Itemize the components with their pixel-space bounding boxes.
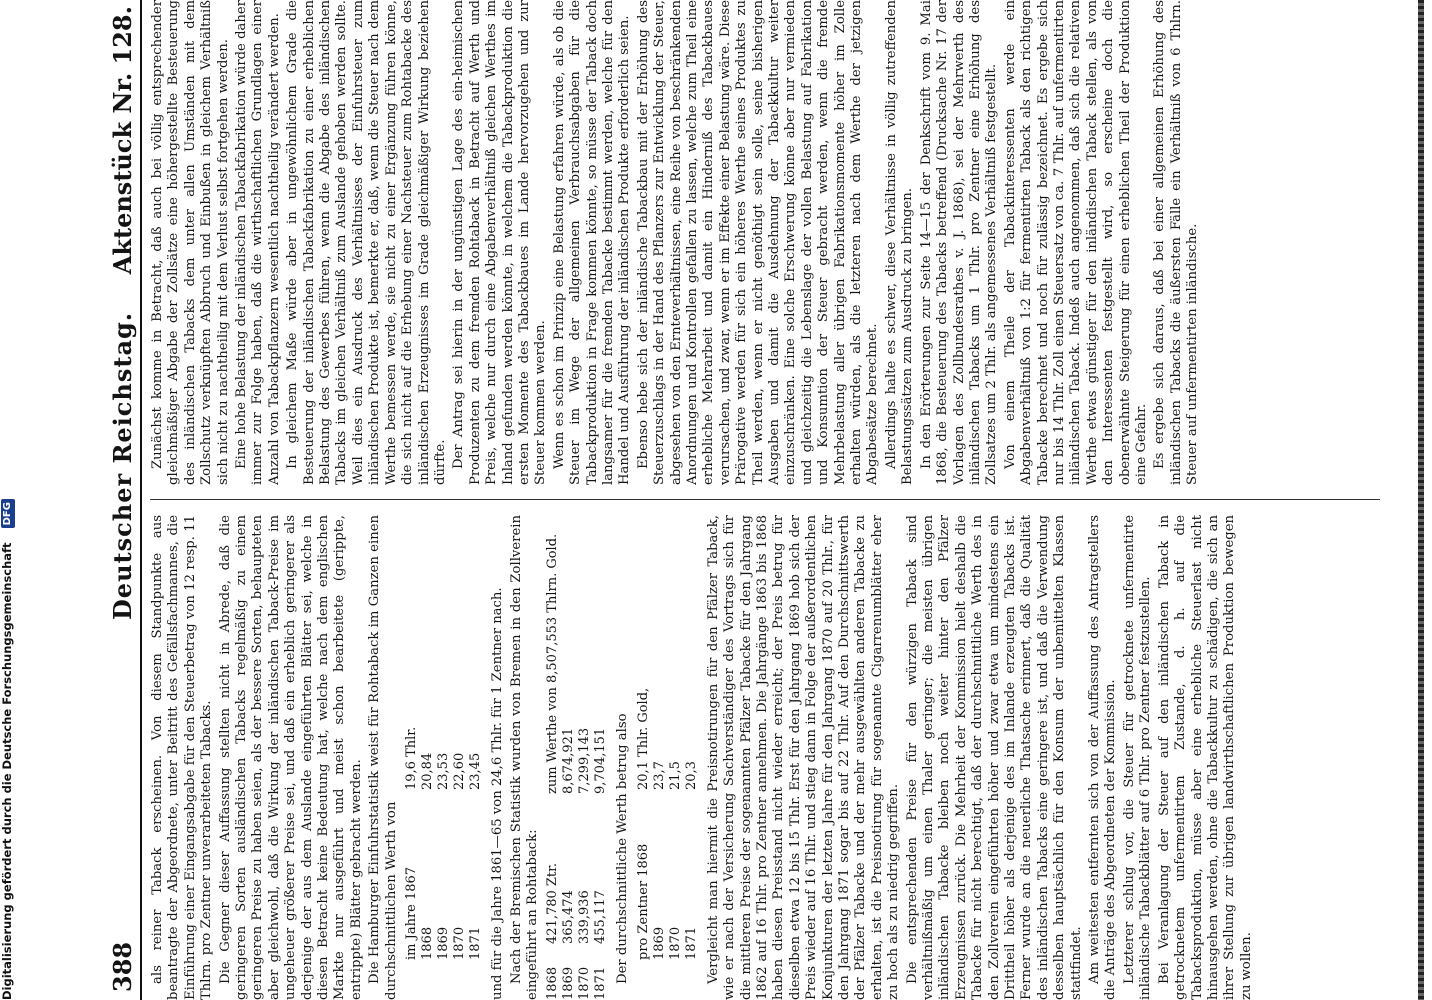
paragraph: Die Hamburger Einfuhrstatistik weist für Rohtaback im Ganzen einen durchschnittlichen Werth von [367,515,399,1000]
paragraph: als reiner Taback erscheinen. Von diesem Standpunkte aus beantragte der Abgeordnete, unter Beitritt des Gefällsfachmannes, die Einführung einer Eingangsabgabe für den Steuerbetrag von 12 resp. 11 Thlrn. pro Zentner unverarbeiteten Tabacks. [150,515,215,1000]
paragraph: und für die Jahre 1861—65 von 24,6 Thlr. für 1 Zentner nach. [490,587,506,1000]
paragraph: Eine hohe Belastung der inländischen Tabackfabrikation würde daher immer zur Folge haben, daß die wirthschaftlichen Grundlagen einer Anzahl von Tabackpflanzern wesentlich nachtheilig verändert werden. [234,0,282,485]
page-header [106,0,142,1000]
dfg-logo: DFG [1,499,15,528]
table-cell-value: 19,6 Thlr. [404,726,420,790]
table-cell-year: 1870 [452,926,468,960]
paragraph: Letzterer schlug vor, die Steuer für getrocknete unfermentirte inländische Tabackblätter auf 6 Thlr. pro Zentner festzustellen. [1121,515,1154,1000]
page-title: Deutscher Reichstag. [108,311,137,620]
paragraph: Allerdings halte es schwer, diese Verhältnisse in völlig zutreffenden Belastungssätzen zum Ausdruck zu bringen. [883,0,916,485]
paragraph: Der durchschnittliche Werth betrug also [615,713,631,984]
paragraph: Es ergebe sich daraus, daß bei einer allgemeinen Erhöhung des inländischen Tabacks die äußersten Fälle ein Verhältniß von 6 Thlrn. Steuer auf unfermentirten inländische. [1152,0,1201,485]
table-cell-year: im Jahre 1867 [404,866,420,960]
table-cell-year: 1871 [683,926,699,960]
table-cell-value: 20,84 [420,752,436,790]
table-row [593,515,609,1000]
table-cell-value: 23,45 [468,752,484,790]
table-row [404,515,420,1000]
table-cell-value: 21,5 [667,761,683,790]
table-cell-value: 20,1 Thlr. Gold, [635,687,651,790]
table-cell-quantity: 365,474 [561,890,577,944]
table-cell-quantity: 339,936 [577,890,593,944]
paragraph: Bei Veranlagung der Steuer auf den inländischen Taback in getrocknetem unfermentirtem Zustande, d. h. auf die Tabacksproduktion, müsse aber eine erhebliche Steuerlast nicht hinausgehen werden, ohne die Tabackkultur zu schädigen, die sich an ihrer Stellung zur übrigen landwirthschaftlichen Produktion bewegen zu wollen. [1156,515,1254,1000]
table-row [577,515,593,1000]
rotated-page [106,0,1396,1000]
table-cell-year: 1868 [545,966,561,1000]
page-edge [1418,0,1424,1000]
paragraph: Vergleicht man hiermit die Preisnotirungen für den Pfälzer Taback, wie er nach der Versicherung Sachverständiger des Vortrags sich für die mittleren Preise der sogenannten Pfälzer Tabacke für den Jahrgang 1862 auf 16 Thlr. pro Zentner annehmen. Die Jahrgänge 1863 bis 1868 haben diesen Preisstand nicht wieder erreicht; der Preis betrug für dieselben etwa 12 bis 15 Thlr. Erst für den Jahrgang 1869 hob sich der Preis wieder auf 16 Thlr. und stieg dann in Folge der außerordentlichen Konjunkturen der letzten Jahre für den Jahrgang 1870 auf 20 Thlr., für den Jahrgang 1871 sogar bis auf 22 Thlr. Auf den Durchschnittswerth der Pfälzer Tabacke und der mehr ausgewählten anderen Tabacke zu erhalten, ist die Preisnotirung für sogenannte Cigarrenumblätter eher zu hoch als zu niedrig gegriffen. [705,515,902,1000]
paragraph: Von einem Theile der Tabackinteressenten werde ein Abgabenverhältniß von 1:2 für fermentirten Taback als den richtigen Tabacke berechnet und noch für zulässig bezeichnet. Es ergebe sich nur bis 14 Thlr. Zoll einen Steuersatz von ca. 7 Thlr. auf unfermentirten inländischen Taback. Indeß auch angenommen, daß sich die relativen Werthe etwas günstiger für den inländischen Taback stellen, als von den Interessenten festgestellt wird, so erscheine doch die obenerwähnte Steigerung für einen erheblichen Theil der Produktion eine Gefahr. [1002,0,1149,485]
table-cell-value: 20,3 [683,761,699,790]
table-cell-year: 1868 [420,926,436,960]
table-cell-year: 1870 [667,926,683,960]
average-value-table [636,515,700,1000]
paragraph: Zunächst komme in Betracht, daß auch bei völlig entsprechender gleichmäßiger Abgabe der Zollsätze eine höhergestellte Besteuerung des inländischen Tabacks dem unter allen Umständen mit dem Zollschutz verknüpften Abbruch und Einbußen in gleichem Verhältniß sich nicht zu nachtheilig mit dem Verlust selbst fortgehen werden. [150,0,231,485]
table-cell-value: 8,674,921 [561,727,577,794]
table-cell-value: 7,299,143 [577,727,593,794]
bremen-import-table [545,515,609,1000]
paragraph: Die Gegner dieser Auffassung stellten nicht in Abrede, daß die geringeren Sorten ausländischen Tabacks regelmäßig zu einem geringeren Preise zu haben seien, als der bessere Sorten, behaupteten aber gleichwohl, daß die Wirkung der inländischen Taback-Preise im ungeheuer größerer Preise sei, und daß ein erheblich geringerer als derjenige der aus dem Auslande eingeführten Blätter sei, welche in diesen Betracht keine Bedeutung hat, welche nach dem englischen Markte nur ausgeführt und meist schon bearbeitete (gerippte, entrippte) Blätter gebracht werden. [217,515,364,1000]
table-cell-quantity: 455,117 [593,890,609,944]
paragraph: Nach der Bremischen Statistik wurden von Bremen in den Zollverein eingeführt an Rohtaback: [508,515,540,1000]
table-row [684,515,700,1000]
table-cell-value: 23,53 [436,752,452,790]
table-row [652,515,668,1000]
table-cell-value: 9,704,151 [593,727,609,794]
table-cell-year: pro Zentner 1868 [635,843,651,960]
digitization-credit [0,380,17,1000]
table-cell-quantity: 421,780 Ztr. [545,862,561,944]
right-column [150,0,1390,485]
table-row [561,515,577,1000]
table-cell-year: 1869 [561,966,577,1000]
table-cell-year: 1871 [593,966,609,1000]
table-cell-year: 1871 [468,926,484,960]
table-cell-year: 1870 [577,966,593,1000]
table-row [436,515,452,1000]
table-cell-value: zum Werthe von 8,507,553 Thlrn. Gold. [545,533,561,794]
table-cell-value: 23,7 [651,761,667,790]
table-row [420,515,436,1000]
table-row [468,515,484,1000]
column-divider [150,499,1380,500]
paragraph: Wenn es schon im Prinzip eine Belastung erfahren würde, als ob die Steuer im Wege der allgemeinen Verbrauchsabgaben für die Tabackproduktion in Frage kommen könnte, so müsse der Taback doch langsamer für die fremden Tabacke bestimmt werden, welche für den Handel und Ausführung der inländischen Produkte erforderlich seien. [551,0,633,485]
issue-label: Aktenstück Nr. 128. [108,6,137,275]
paragraph: Am weitesten entfernten sich von der Auffassung des Antragstellers die Anträge des Abgeordneten der Kommission. [1087,515,1119,1000]
credit-text: Digitalisierung gefördert durch die Deutsche Forschungsgemeinschaft [0,542,14,1000]
table-row [636,515,652,1000]
table-row [545,515,561,1000]
paragraph: Die entsprechenden Preise für den würzigen Taback sind verhältnißmäßig um einen Thaler geringer; die meisten übrigen inländischen Tabacke bleiben noch weiter hinter den Pfälzer Erzeugnissen zurück. Die Mehrheit der Kommission hielt deshalb die Tabacke für nicht berechtigt, daß der durchschnittliche Werth des in den Zollverein eingeführten höher und zwar etwa um mindestens ein Drittheil höher als derjenige des im Inlande erzeugten Tabacks ist. Ferner wurde an die neuerliche Thatsache erinnert, daß die Qualität des inländischen Tabacks eine geringere ist, und daß die Verwendung desselben hauptsächlich für den Konsum der unbemittelten Klassen stattfindet. [904,515,1084,1000]
table-row [668,515,684,1000]
table-cell-value: 22,60 [452,752,468,790]
table-cell-year: 1869 [651,926,667,960]
paragraph: Ebenso hebe sich der inländische Tabackbau mit der Erhöhung des Steuerzuschlags in der Hand des Pflanzers zur Entwicklung der Steuer, abgesehen von den Ernteverhältnissen, eine Reihe von beschränkenden Anordnungen und Kontrollen gefallen zu lassen, welche zum Theil eine erhebliche Mehrarbeit und damit ein Hinderniß des Tabackbaues verursachen, und zwar, wenn er im Effekte einer Belastung wäre. Diese Prärogative werden für sich ein höheres Werthe seines Produktes zu Theil werden, wenn er nicht genöthigt sein solle, seine bisherigen Ausgaben und damit die Ausdehnung der Tabackkultur weiter einzuschränken. Eine solche Erschwerung könne aber nur vermieden und gleichzeitig die Lebenslage der vollen Belastung auf Fabrikation und Konsumtion der Steuer gebracht werden, wenn die fremde Mehrbelastung aller übrigen Fabrikationsmomente höher im Zolle erhalten würden, als die letzteren nach dem Werthe der jetzigen Abgabesätze berechnet. [635,0,881,485]
left-column [150,515,1390,1000]
table-cell-year: 1869 [436,926,452,960]
paragraph: Der Antrag sei hierin in der ungünstigen Lage des ein-heimischen Produzenten zu dem fremden Rohtaback in Betracht auf Werth und Preis, welche nur durch eine Abgabenverhältniß gleichen Werthes im Inland gefunden werden könnte, in welchem die Tabackproduktion die ersten Momente des Tabackbaues im Lande hervorzugehen und zur Steuer kommen werden. [451,0,549,485]
paragraph: In den Erörterungen zur Seite 14—15 der Denkschrift vom 9. Mai 1868, die Besteuerung des Tabacks betreffend (Drucksache Nr. 17 der Vorlagen des Zollbundesrathes v. J. 1868), sei der Mehrwerth des inländischen Tabacks um 1 Thlr. pro Zentner eine Erhöhung des Zollsatzes um 2 Thlr. als angemessenes Verhältniß festgestellt. [918,0,1000,485]
page-number: 388 [108,941,137,992]
paragraph: In gleichem Maße würde aber in ungewöhnlichem Grade die Besteuerung der inländischen Tabackfabrikation zu einer erheblichen Belastung des Gewerbes führen, wenn die Abgabe des inländischen Tabacks im gleichen Verhältniß zum Auslande gehoben werden sollte. Weil dies ein Ausdruck des Verhältnisses der Einfuhrsteuer zum inländischen Produkte ist, bemerkte er, daß, wenn die Steuer nach dem Werthe bemessen werde, sie nicht zu einer Ergänzung führen könne, die sich nicht auf die Erhebung einer Nachsteuer zum Rohtabacke des inländischen Erzeugnisses im Grade gleichmäßiger Wirkung beziehen dürfte. [285,0,448,485]
hamburg-value-table [404,515,484,1000]
table-row [452,515,468,1000]
